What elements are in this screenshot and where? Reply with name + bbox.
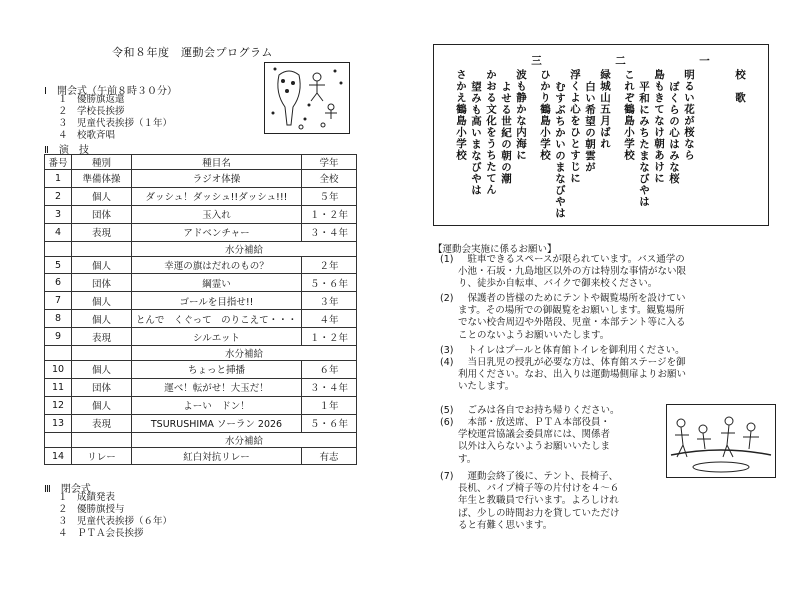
cell-number [45, 346, 72, 361]
cell-grade: １・２年 [302, 328, 357, 346]
note-number: (5) [440, 405, 454, 416]
note-line: 当日乳児の授乳が必要な方は、体育館ステージを御 [458, 357, 686, 368]
verse-line: 波も静かな内海に [515, 69, 527, 161]
verse-number: 一 [698, 55, 710, 67]
verse-line: 白い希望の朝雲が [584, 81, 596, 173]
cell-event: 玉入れ [132, 205, 302, 223]
verse-line: 望みも高いまなびやは [470, 81, 482, 196]
cell-type: 団体 [72, 378, 132, 396]
opening-heading: Ⅰ 開会式（午前８時３０分） [44, 86, 177, 97]
cell-type: 表現 [72, 414, 132, 432]
note-line: 年生と教職員で行います。よろしけれ [458, 495, 619, 507]
opening-item: ２ 学校長挨拶 [58, 106, 125, 117]
table-row [45, 396, 357, 414]
note-number: (6) [440, 417, 454, 428]
cell-grade: １・２年 [302, 205, 357, 223]
cell-number [45, 241, 72, 256]
program-title: 令和８年度 運動会プログラム [112, 46, 273, 59]
note-number: (1) [440, 254, 454, 265]
cell-type: 準備体操 [72, 170, 132, 188]
cell-grade: ６年 [302, 361, 357, 379]
cell-grade: ２年 [302, 256, 357, 274]
table-row [45, 223, 357, 241]
note-line: ば、少しの時間お力を貸していただけ [458, 507, 620, 519]
note-line: 保護者の皆様のためにテントや観覧場所を設けてい [458, 293, 686, 304]
verse-line: ひかり鶴島小学校 [539, 69, 551, 161]
cell-grade: ３年 [302, 292, 357, 310]
verse-line: かおる文化をうちたてん [485, 69, 497, 196]
note-line: 利用ください。なお、出入りは運動場側扉よりお願い [458, 369, 687, 381]
cell-event: 紅白対抗リレー [132, 447, 302, 465]
verse-line: 平和にみちたまなびやは [638, 81, 650, 208]
note-number: (4) [440, 357, 454, 368]
verse-number: 三 [530, 55, 542, 67]
note-line: トイレはプールと体育館トイレを御利用ください。 [458, 345, 685, 356]
cell-number: 8 [45, 310, 72, 328]
cell-event: アドベンチャー [132, 223, 302, 241]
cell-type: 個人 [72, 292, 132, 310]
note-line: いたします。 [458, 381, 515, 393]
notes-heading: 【運動会実施に係るお願い】 [433, 244, 557, 255]
tug-of-war-drawing-icon [667, 405, 775, 477]
note-number: (7) [440, 471, 454, 482]
note-line: ます。その場所での御観覧をお願いします。観覧場所 [458, 305, 685, 317]
table-row [45, 205, 357, 223]
cell-event: ラジオ体操 [132, 170, 302, 188]
note-item [440, 417, 670, 466]
cell-event: 幸運の旗はだれのもの？ [132, 256, 302, 274]
table-row [45, 378, 357, 396]
events-heading: Ⅱ 演 技 [44, 145, 89, 156]
closing-item: １ 成績発表 [58, 492, 116, 503]
cell-type: 個人 [72, 361, 132, 379]
note-item [440, 357, 770, 394]
cell-type [72, 346, 132, 361]
cell-event: とんで くぐって のりこえて・・・ [132, 310, 302, 328]
note-item [440, 254, 770, 291]
cell-grade: ５年 [302, 187, 357, 205]
note-line: 運動会終了後に、テント、長椅子、 [458, 471, 619, 482]
note-line: す。 [458, 453, 477, 465]
opening-item: ３ 児童代表挨拶（１年） [58, 118, 173, 129]
cell-type: 表現 [72, 328, 132, 346]
note-number: (3) [440, 345, 454, 356]
closing-item: ２ 優勝旗授与 [58, 504, 125, 515]
note-line: ると有難く思います。 [458, 519, 553, 531]
table-row [45, 292, 357, 310]
cell-number: 9 [45, 328, 72, 346]
cell-event: TSURUSHIMA ソーラン 2026 [132, 414, 302, 432]
water-break-row [45, 241, 357, 256]
cell-event: シルエット [132, 328, 302, 346]
verse-line: さかえ鶴島小学校 [455, 69, 467, 161]
cell-number: 7 [45, 292, 72, 310]
children-drawing-icon [265, 63, 349, 133]
school-song-title: 校 歌 [734, 69, 746, 104]
cell-number: 3 [45, 205, 72, 223]
cell-type: 表現 [72, 223, 132, 241]
closing-item: ４ ＰＴＡ会長挨拶 [58, 528, 144, 539]
note-line: 駐車できるスペースが限られています。バス通学の [458, 254, 685, 265]
cell-number [45, 432, 72, 447]
water-break-row [45, 346, 357, 361]
note-line: 長机、パイプ椅子等の片付けを４～６ [458, 483, 620, 495]
cell-grade: ３・４年 [302, 223, 357, 241]
drawing-bottom [666, 404, 776, 478]
cell-event: ゴールを目指せ!! [132, 292, 302, 310]
table-row [45, 328, 357, 346]
cell-number: 11 [45, 378, 72, 396]
verse-line: 明るい花が桜なら [683, 69, 695, 161]
water-break-label: 水分補給 [132, 241, 357, 256]
note-item [440, 293, 770, 342]
opening-item: ４ 校歌斉唱 [58, 130, 116, 141]
cell-number: 5 [45, 256, 72, 274]
cell-type: リレー [72, 447, 132, 465]
verse-line: むすぶちかいのまなびやは [554, 81, 566, 219]
table-row [45, 170, 357, 188]
table-row [45, 310, 357, 328]
opening-item: １ 優勝旗返還 [58, 94, 125, 105]
cell-type: 個人 [72, 256, 132, 274]
cell-number: 6 [45, 274, 72, 292]
cell-number: 12 [45, 396, 72, 414]
table-row [45, 447, 357, 465]
table-row [45, 187, 357, 205]
table-row [45, 414, 357, 432]
verse-line: 緑城山五月ばれ [599, 69, 611, 150]
cell-type: 団体 [72, 205, 132, 223]
cell-grade: 全校 [302, 170, 357, 188]
water-break-row [45, 432, 357, 447]
cell-grade: ５・６年 [302, 274, 357, 292]
note-line: ごみは各自でお持ち帰りください。 [458, 405, 620, 416]
cell-number: 4 [45, 223, 72, 241]
table-row [45, 361, 357, 379]
cell-grade: ３・４年 [302, 378, 357, 396]
cell-type: 団体 [72, 274, 132, 292]
cell-type [72, 432, 132, 447]
verse-line: ぼくらの心はみな桜 [668, 81, 680, 185]
col-header-event: 種目名 [132, 155, 302, 170]
drawing-top [264, 62, 350, 134]
school-song-box [433, 44, 769, 226]
verse-line: よせる世紀の朝の潮 [500, 81, 512, 185]
note-line: 以外は入らないようお願いいたしま [458, 441, 611, 453]
cell-event: ダッシュ！ダッシュ!!ダッシュ!!! [132, 187, 302, 205]
cell-number: 1 [45, 170, 72, 188]
cell-event: 綱霊い [132, 274, 302, 292]
verse-number: 二 [614, 55, 626, 67]
col-header-grade: 学年 [302, 155, 357, 170]
note-line: 小池・石坂・九島地区以外の方は特別な事情がない限 [458, 266, 687, 278]
table-row [45, 256, 357, 274]
cell-event: よーい ドン！ [132, 396, 302, 414]
cell-number: 13 [45, 414, 72, 432]
cell-grade: ５・６年 [302, 414, 357, 432]
cell-grade: ４年 [302, 310, 357, 328]
water-break-label: 水分補給 [132, 346, 357, 361]
cell-type: 個人 [72, 310, 132, 328]
cell-type: 個人 [72, 396, 132, 414]
col-header-number: 番号 [45, 155, 72, 170]
table-header-row [45, 155, 357, 170]
cell-number: 10 [45, 361, 72, 379]
cell-grade: １年 [302, 396, 357, 414]
verse-line: 島もきてなけ朝あけに [653, 69, 665, 184]
cell-event: ちょっと挿播 [132, 361, 302, 379]
closing-heading: Ⅲ 閉会式 [44, 484, 91, 495]
verse-line: これぞ鶴島小学校 [623, 69, 635, 161]
table-body [45, 170, 357, 465]
cell-type: 個人 [72, 187, 132, 205]
verse-line: 浮くよ心をひとすじに [569, 69, 581, 184]
cell-type [72, 241, 132, 256]
note-line: でない校舎周辺や外階段、児童・本部テント等に入る [458, 317, 686, 329]
cell-grade: 有志 [302, 447, 357, 465]
note-item [440, 345, 770, 357]
cell-number: 14 [45, 447, 72, 465]
cell-event: 運べ！転がせ！大玉だ！ [132, 378, 302, 396]
note-line: り、徒歩か自転車、バイクで御来校ください。 [458, 278, 658, 290]
note-line: ことのないようお願いいたします。 [458, 329, 610, 341]
note-line: 本部・放送席、ＰＴＡ本部役員・ [458, 417, 611, 428]
closing-item: ３ 児童代表挨拶（６年） [58, 516, 173, 527]
col-header-type: 種別 [72, 155, 132, 170]
note-line: 学校運営協議会委員席には、関係者 [458, 429, 611, 441]
note-item [440, 471, 670, 532]
note-number: (2) [440, 293, 454, 304]
cell-number: 2 [45, 187, 72, 205]
table-row [45, 274, 357, 292]
water-break-label: 水分補給 [132, 432, 357, 447]
program-table [44, 154, 357, 465]
